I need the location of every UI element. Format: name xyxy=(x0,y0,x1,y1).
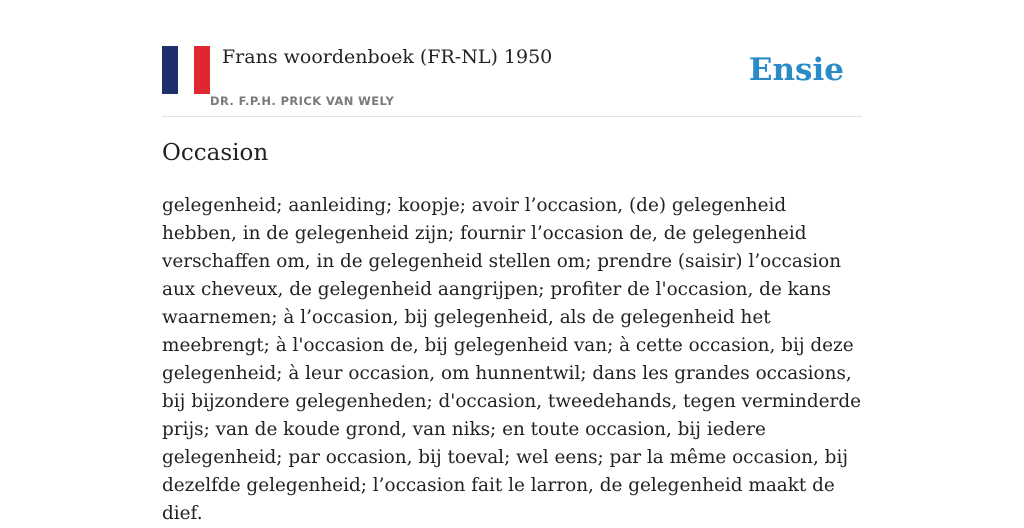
entry-definition: gelegenheid; aanleiding; koopje; avoir l’occasion, (de) gelegenheid hebben, in de gelegenheid zijn; fournir l’occasion de, de gelegenheid verschaffen om, in de gelegenheid stellen om; prendre (saisir) l’occasion aux cheveux, de gelegenheid aangrijpen; profiter de l'occasion, de kans waarnemen; à l’occasion, bij gelegenheid, als de gelegenheid het meebrengt; à l'occasion de, bij gelegenheid van; à cette occasion, bij deze gelegenheid; à leur occasion, om hunnentwil; dans les grandes occasions, bij bijzondere gelegenheden; d'occasion, tweedehands, tegen verminderde prijs; van de koude grond, van niks; en toute occasion, bij iedere gelegenheid; par occasion, bij toeval; wel eens; par la même occasion, bij dezelfde gelegenheid; l’occasion fait le larron, de gelegenheid maakt de dief. xyxy=(162,195,861,524)
ensie-logo[interactable]: Ensie xyxy=(748,52,844,88)
entry-headword: Occasion xyxy=(162,140,269,166)
dictionary-title[interactable]: Frans woordenboek (FR-NL) 1950 xyxy=(222,46,553,68)
dictionary-header xyxy=(162,0,862,117)
france-flag-icon xyxy=(162,46,210,94)
dictionary-author: DR. F.P.H. PRICK VAN WELY xyxy=(210,94,395,108)
